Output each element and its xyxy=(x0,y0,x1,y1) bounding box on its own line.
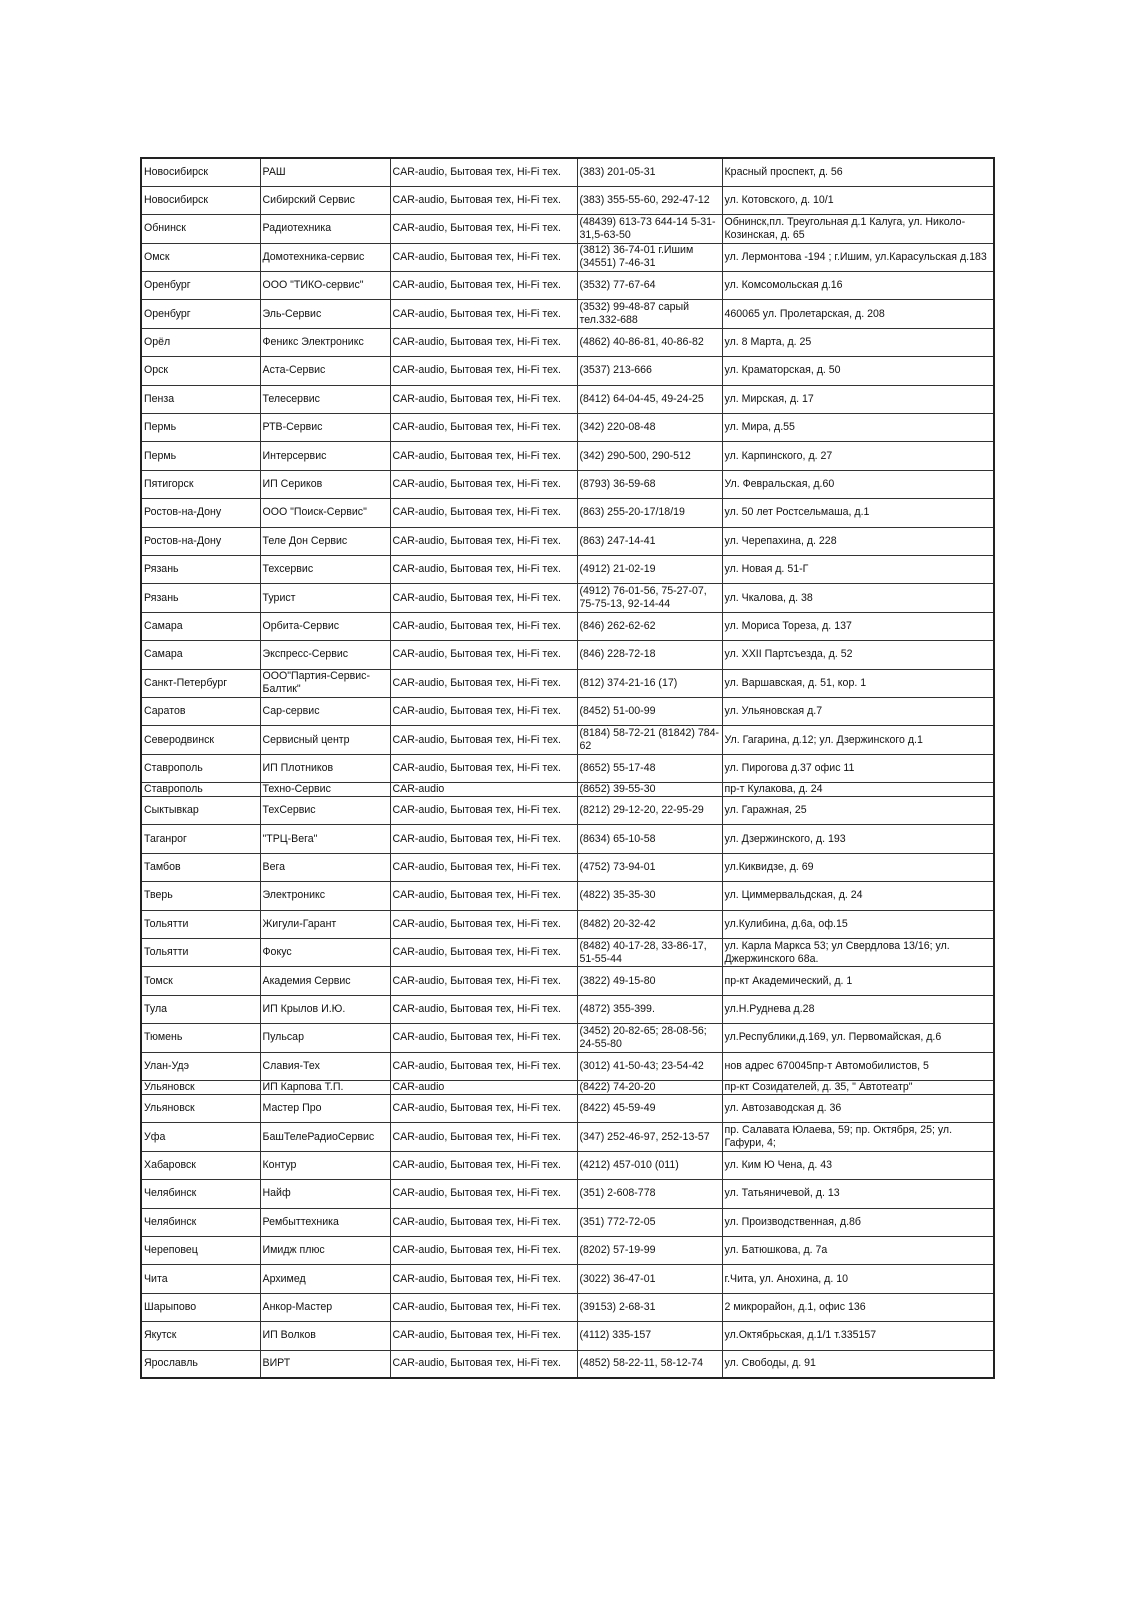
company-cell: Феникс Электроникс xyxy=(260,328,390,356)
phone-cell: (342) 290-500, 290-512 xyxy=(577,442,722,470)
city-cell: Хабаровск xyxy=(141,1151,260,1179)
service-type-cell: CAR-audio, Бытовая тех, Hi-Fi тех. xyxy=(390,1123,577,1151)
service-type-cell: CAR-audio, Бытовая тех, Hi-Fi тех. xyxy=(390,272,577,300)
service-type-cell: CAR-audio, Бытовая тех, Hi-Fi тех. xyxy=(390,797,577,825)
table-row xyxy=(141,882,994,910)
address-cell: ул. Ульяновская д.7 xyxy=(722,697,994,725)
company-cell: Фокус xyxy=(260,939,390,967)
company-cell: ООО "Поиск-Сервис" xyxy=(260,499,390,527)
table-row xyxy=(141,1081,994,1095)
company-cell: Контур xyxy=(260,1151,390,1179)
service-type-cell: CAR-audio, Бытовая тех, Hi-Fi тех. xyxy=(390,215,577,243)
table-row xyxy=(141,243,994,271)
city-cell: Рязань xyxy=(141,555,260,583)
company-cell: РАШ xyxy=(260,158,390,186)
service-type-cell: CAR-audio, Бытовая тех, Hi-Fi тех. xyxy=(390,825,577,853)
city-cell: Санкт-Петербург xyxy=(141,669,260,697)
service-type-cell: CAR-audio, Бытовая тех, Hi-Fi тех. xyxy=(390,1180,577,1208)
table-row xyxy=(141,967,994,995)
company-cell: Электроникс xyxy=(260,882,390,910)
service-type-cell: CAR-audio, Бытовая тех, Hi-Fi тех. xyxy=(390,1265,577,1293)
phone-cell: (39153) 2-68-31 xyxy=(577,1293,722,1321)
service-type-cell: CAR-audio, Бытовая тех, Hi-Fi тех. xyxy=(390,158,577,186)
table-row xyxy=(141,1350,994,1378)
company-cell: ООО"Партия-Сервис-Балтик" xyxy=(260,669,390,697)
phone-cell: (846) 262-62-62 xyxy=(577,612,722,640)
service-type-cell: CAR-audio, Бытовая тех, Hi-Fi тех. xyxy=(390,612,577,640)
table-row xyxy=(141,783,994,797)
address-cell: нов адрес 670045пр-т Автомобилистов, 5 xyxy=(722,1052,994,1080)
phone-cell: (3532) 99-48-87 сарый тел.332-688 xyxy=(577,300,722,328)
phone-cell: (4912) 76-01-56, 75-27-07, 75-75-13, 92-14-44 xyxy=(577,584,722,612)
company-cell: Техсервис xyxy=(260,555,390,583)
phone-cell: (4862) 40-86-81, 40-86-82 xyxy=(577,328,722,356)
address-cell: ул. XXII Партсъезда, д. 52 xyxy=(722,641,994,669)
company-cell: Анкор-Мастер xyxy=(260,1293,390,1321)
company-cell: ИП Волков xyxy=(260,1322,390,1350)
company-cell: Имидж плюс xyxy=(260,1236,390,1264)
table-row xyxy=(141,442,994,470)
company-cell: ИП Карпова Т.П. xyxy=(260,1081,390,1095)
city-cell: Новосибирск xyxy=(141,158,260,186)
phone-cell: (3012) 41-50-43; 23-54-42 xyxy=(577,1052,722,1080)
city-cell: Челябинск xyxy=(141,1180,260,1208)
city-cell: Пенза xyxy=(141,385,260,413)
address-cell: ул. Мориса Тореза, д. 137 xyxy=(722,612,994,640)
phone-cell: (8202) 57-19-99 xyxy=(577,1236,722,1264)
city-cell: Ульяновск xyxy=(141,1081,260,1095)
address-cell: ул. Автозаводская д. 36 xyxy=(722,1095,994,1123)
table-row xyxy=(141,995,994,1023)
address-cell: ул. Производственная, д.8б xyxy=(722,1208,994,1236)
phone-cell: (863) 247-14-41 xyxy=(577,527,722,555)
address-cell: Обнинск,пл. Треугольная д.1 Калуга, ул. Николо-Козинская, д. 65 xyxy=(722,215,994,243)
phone-cell: (812) 374-21-16 (17) xyxy=(577,669,722,697)
address-cell: ул. Мира, д.55 xyxy=(722,414,994,442)
service-type-cell: CAR-audio, Бытовая тех, Hi-Fi тех. xyxy=(390,584,577,612)
city-cell: Омск xyxy=(141,243,260,271)
city-cell: Рязань xyxy=(141,584,260,612)
table-row xyxy=(141,357,994,385)
city-cell: Ярославль xyxy=(141,1350,260,1378)
address-cell: ул. Свободы, д. 91 xyxy=(722,1350,994,1378)
phone-cell: (863) 255-20-17/18/19 xyxy=(577,499,722,527)
table-row xyxy=(141,414,994,442)
city-cell: Ростов-на-Дону xyxy=(141,527,260,555)
city-cell: Шарыпово xyxy=(141,1293,260,1321)
address-cell: ул.Кулибина, д.6а, оф.15 xyxy=(722,910,994,938)
company-cell: Экспресс-Сервис xyxy=(260,641,390,669)
address-cell: пр-т Кулакова, д. 24 xyxy=(722,783,994,797)
company-cell: ИП Крылов И.Ю. xyxy=(260,995,390,1023)
address-cell: ул. Батюшкова, д. 7а xyxy=(722,1236,994,1264)
company-cell: Найф xyxy=(260,1180,390,1208)
city-cell: Самара xyxy=(141,641,260,669)
service-type-cell: CAR-audio, Бытовая тех, Hi-Fi тех. xyxy=(390,357,577,385)
service-centers-table xyxy=(140,157,995,1379)
service-type-cell: CAR-audio, Бытовая тех, Hi-Fi тех. xyxy=(390,1052,577,1080)
phone-cell: (4912) 21-02-19 xyxy=(577,555,722,583)
table-row xyxy=(141,555,994,583)
address-cell: 460065 ул. Пролетарская, д. 208 xyxy=(722,300,994,328)
city-cell: Якутск xyxy=(141,1322,260,1350)
city-cell: Сыктывкар xyxy=(141,797,260,825)
city-cell: Северодвинск xyxy=(141,726,260,754)
city-cell: Тольятти xyxy=(141,939,260,967)
service-type-cell: CAR-audio, Бытовая тех, Hi-Fi тех. xyxy=(390,328,577,356)
city-cell: Тольятти xyxy=(141,910,260,938)
address-cell: ул.Н.Руднева д.28 xyxy=(722,995,994,1023)
table-row xyxy=(141,215,994,243)
table-row xyxy=(141,697,994,725)
company-cell: ТехСервис xyxy=(260,797,390,825)
company-cell: Аста-Сервис xyxy=(260,357,390,385)
company-cell: Архимед xyxy=(260,1265,390,1293)
service-type-cell: CAR-audio, Бытовая тех, Hi-Fi тех. xyxy=(390,853,577,881)
city-cell: Оренбург xyxy=(141,300,260,328)
address-cell: ул.Республики,д.169, ул. Первомайская, д.6 xyxy=(722,1024,994,1052)
table-row xyxy=(141,1208,994,1236)
company-cell: Пульсар xyxy=(260,1024,390,1052)
table-row xyxy=(141,1024,994,1052)
company-cell: Рембыттехника xyxy=(260,1208,390,1236)
table-row xyxy=(141,584,994,612)
service-type-cell: CAR-audio, Бытовая тех, Hi-Fi тех. xyxy=(390,555,577,583)
service-type-cell: CAR-audio, Бытовая тех, Hi-Fi тех. xyxy=(390,754,577,782)
phone-cell: (351) 2-608-778 xyxy=(577,1180,722,1208)
phone-cell: (4822) 35-35-30 xyxy=(577,882,722,910)
address-cell: Красный проспект, д. 56 xyxy=(722,158,994,186)
phone-cell: (383) 355-55-60, 292-47-12 xyxy=(577,186,722,214)
company-cell: "ТРЦ-Вега" xyxy=(260,825,390,853)
phone-cell: (347) 252-46-97, 252-13-57 xyxy=(577,1123,722,1151)
service-type-cell: CAR-audio, Бытовая тех, Hi-Fi тех. xyxy=(390,882,577,910)
phone-cell: (4852) 58-22-11, 58-12-74 xyxy=(577,1350,722,1378)
phone-cell: (3452) 20-82-65; 28-08-56; 24-55-80 xyxy=(577,1024,722,1052)
company-cell: Телесервис xyxy=(260,385,390,413)
address-cell: ул. Ким Ю Чена, д. 43 xyxy=(722,1151,994,1179)
city-cell: Тула xyxy=(141,995,260,1023)
city-cell: Череповец xyxy=(141,1236,260,1264)
table-row xyxy=(141,186,994,214)
company-cell: Турист xyxy=(260,584,390,612)
city-cell: Томск xyxy=(141,967,260,995)
city-cell: Уфа xyxy=(141,1123,260,1151)
address-cell: ул. Новая д. 51-Г xyxy=(722,555,994,583)
phone-cell: (8652) 55-17-48 xyxy=(577,754,722,782)
service-type-cell: CAR-audio, Бытовая тех, Hi-Fi тех. xyxy=(390,939,577,967)
phone-cell: (8482) 20-32-42 xyxy=(577,910,722,938)
city-cell: Оренбург xyxy=(141,272,260,300)
company-cell: ВИРТ xyxy=(260,1350,390,1378)
city-cell: Чита xyxy=(141,1265,260,1293)
address-cell: ул. 50 лет Ростсельмаша, д.1 xyxy=(722,499,994,527)
address-cell: ул. Котовского, д. 10/1 xyxy=(722,186,994,214)
phone-cell: (8184) 58-72-21 (81842) 784-62 xyxy=(577,726,722,754)
service-type-cell: CAR-audio, Бытовая тех, Hi-Fi тех. xyxy=(390,995,577,1023)
city-cell: Самара xyxy=(141,612,260,640)
company-cell: Жигули-Гарант xyxy=(260,910,390,938)
service-type-cell: CAR-audio, Бытовая тех, Hi-Fi тех. xyxy=(390,470,577,498)
address-cell: Ул. Февральская, д.60 xyxy=(722,470,994,498)
address-cell: ул. Карпинского, д. 27 xyxy=(722,442,994,470)
phone-cell: (383) 201-05-31 xyxy=(577,158,722,186)
address-cell: г.Чита, ул. Анохина, д. 10 xyxy=(722,1265,994,1293)
table-row xyxy=(141,669,994,697)
phone-cell: (342) 220-08-48 xyxy=(577,414,722,442)
city-cell: Тверь xyxy=(141,882,260,910)
phone-cell: (8634) 65-10-58 xyxy=(577,825,722,853)
service-type-cell: CAR-audio xyxy=(390,783,577,797)
table-row xyxy=(141,853,994,881)
table-row xyxy=(141,1095,994,1123)
company-cell: РТВ-Сервис xyxy=(260,414,390,442)
table-row xyxy=(141,470,994,498)
address-cell: ул. Татьяничевой, д. 13 xyxy=(722,1180,994,1208)
table-row xyxy=(141,612,994,640)
city-cell: Орёл xyxy=(141,328,260,356)
company-cell: Академия Сервис xyxy=(260,967,390,995)
company-cell: Эль-Сервис xyxy=(260,300,390,328)
service-type-cell: CAR-audio, Бытовая тех, Hi-Fi тех. xyxy=(390,442,577,470)
phone-cell: (8452) 51-00-99 xyxy=(577,697,722,725)
service-type-cell: CAR-audio, Бытовая тех, Hi-Fi тех. xyxy=(390,499,577,527)
address-cell: ул. Чкалова, д. 38 xyxy=(722,584,994,612)
phone-cell: (8482) 40-17-28, 33-86-17, 51-55-44 xyxy=(577,939,722,967)
service-centers-table-container xyxy=(140,157,993,1379)
city-cell: Пермь xyxy=(141,414,260,442)
city-cell: Ставрополь xyxy=(141,783,260,797)
phone-cell: (4752) 73-94-01 xyxy=(577,853,722,881)
service-type-cell: CAR-audio, Бытовая тех, Hi-Fi тех. xyxy=(390,726,577,754)
city-cell: Саратов xyxy=(141,697,260,725)
table-row xyxy=(141,1293,994,1321)
address-cell: ул. Варшавская, д. 51, кор. 1 xyxy=(722,669,994,697)
table-row xyxy=(141,910,994,938)
service-type-cell: CAR-audio, Бытовая тех, Hi-Fi тех. xyxy=(390,300,577,328)
address-cell: ул. Циммервальдская, д. 24 xyxy=(722,882,994,910)
city-cell: Орск xyxy=(141,357,260,385)
phone-cell: (8422) 74-20-20 xyxy=(577,1081,722,1095)
table-row xyxy=(141,641,994,669)
company-cell: Орбита-Сервис xyxy=(260,612,390,640)
table-row xyxy=(141,1180,994,1208)
table-row xyxy=(141,499,994,527)
company-cell: ИП Плотников xyxy=(260,754,390,782)
table-row xyxy=(141,1265,994,1293)
city-cell: Ульяновск xyxy=(141,1095,260,1123)
city-cell: Тюмень xyxy=(141,1024,260,1052)
service-type-cell: CAR-audio, Бытовая тех, Hi-Fi тех. xyxy=(390,1236,577,1264)
service-type-cell: CAR-audio, Бытовая тех, Hi-Fi тех. xyxy=(390,1151,577,1179)
phone-cell: (846) 228-72-18 xyxy=(577,641,722,669)
city-cell: Ростов-на-Дону xyxy=(141,499,260,527)
service-type-cell: CAR-audio, Бытовая тех, Hi-Fi тех. xyxy=(390,414,577,442)
city-cell: Ставрополь xyxy=(141,754,260,782)
table-row xyxy=(141,754,994,782)
company-cell: Радиотехника xyxy=(260,215,390,243)
table-row xyxy=(141,385,994,413)
city-cell: Таганрог xyxy=(141,825,260,853)
table-row xyxy=(141,1052,994,1080)
service-type-cell: CAR-audio, Бытовая тех, Hi-Fi тех. xyxy=(390,967,577,995)
address-cell: 2 микрорайон, д.1, офис 136 xyxy=(722,1293,994,1321)
table-row xyxy=(141,300,994,328)
service-type-cell: CAR-audio, Бытовая тех, Hi-Fi тех. xyxy=(390,641,577,669)
table-body xyxy=(141,158,994,1378)
company-cell: Сервисный центр xyxy=(260,726,390,754)
phone-cell: (4212) 457-010 (011) xyxy=(577,1151,722,1179)
city-cell: Тамбов xyxy=(141,853,260,881)
city-cell: Новосибирск xyxy=(141,186,260,214)
company-cell: Теле Дон Сервис xyxy=(260,527,390,555)
address-cell: ул. Краматорская, д. 50 xyxy=(722,357,994,385)
phone-cell: (48439) 613-73 644-14 5-31-31,5-63-50 xyxy=(577,215,722,243)
service-type-cell: CAR-audio, Бытовая тех, Hi-Fi тех. xyxy=(390,1350,577,1378)
phone-cell: (3537) 213-666 xyxy=(577,357,722,385)
company-cell: Славия-Тех xyxy=(260,1052,390,1080)
company-cell: Сибирский Сервис xyxy=(260,186,390,214)
city-cell: Челябинск xyxy=(141,1208,260,1236)
address-cell: ул. Гаражная, 25 xyxy=(722,797,994,825)
city-cell: Обнинск xyxy=(141,215,260,243)
table-row xyxy=(141,1236,994,1264)
address-cell: ул.Киквидзе, д. 69 xyxy=(722,853,994,881)
service-type-cell: CAR-audio, Бытовая тех, Hi-Fi тех. xyxy=(390,910,577,938)
service-type-cell: CAR-audio, Бытовая тех, Hi-Fi тех. xyxy=(390,1208,577,1236)
phone-cell: (3532) 77-67-64 xyxy=(577,272,722,300)
phone-cell: (3822) 49-15-80 xyxy=(577,967,722,995)
phone-cell: (8422) 45-59-49 xyxy=(577,1095,722,1123)
table-row xyxy=(141,158,994,186)
phone-cell: (8793) 36-59-68 xyxy=(577,470,722,498)
address-cell: пр-кт Созидателей, д. 35, " Автотеатр" xyxy=(722,1081,994,1095)
service-type-cell: CAR-audio, Бытовая тех, Hi-Fi тех. xyxy=(390,1024,577,1052)
service-type-cell: CAR-audio, Бытовая тех, Hi-Fi тех. xyxy=(390,385,577,413)
address-cell: ул. Карла Маркса 53; ул Свердлова 13/16; ул. Джержинского 68а. xyxy=(722,939,994,967)
phone-cell: (4872) 355-399. xyxy=(577,995,722,1023)
address-cell: ул. Дзержинского, д. 193 xyxy=(722,825,994,853)
table-row xyxy=(141,726,994,754)
address-cell: ул. Мирская, д. 17 xyxy=(722,385,994,413)
company-cell: БашТелеРадиоСервис xyxy=(260,1123,390,1151)
company-cell: Сар-сервис xyxy=(260,697,390,725)
table-row xyxy=(141,328,994,356)
company-cell: Интерсервис xyxy=(260,442,390,470)
table-row xyxy=(141,939,994,967)
phone-cell: (8212) 29-12-20, 22-95-29 xyxy=(577,797,722,825)
address-cell: ул. Комсомольская д.16 xyxy=(722,272,994,300)
service-type-cell: CAR-audio, Бытовая тех, Hi-Fi тех. xyxy=(390,669,577,697)
service-type-cell: CAR-audio, Бытовая тех, Hi-Fi тех. xyxy=(390,1322,577,1350)
address-cell: ул. Пирогова д.37 офис 11 xyxy=(722,754,994,782)
company-cell: ИП Сериков xyxy=(260,470,390,498)
company-cell: Техно-Сервис xyxy=(260,783,390,797)
address-cell: ул. 8 Марта, д. 25 xyxy=(722,328,994,356)
phone-cell: (3812) 36-74-01 г.Ишим (34551) 7-46-31 xyxy=(577,243,722,271)
service-type-cell: CAR-audio, Бытовая тех, Hi-Fi тех. xyxy=(390,1095,577,1123)
address-cell: ул. Лермонтова -194 ; г.Ишим, ул.Карасульская д.183 xyxy=(722,243,994,271)
company-cell: Домотехника-сервис xyxy=(260,243,390,271)
table-row xyxy=(141,1322,994,1350)
service-type-cell: CAR-audio xyxy=(390,1081,577,1095)
company-cell: Мастер Про xyxy=(260,1095,390,1123)
phone-cell: (4112) 335-157 xyxy=(577,1322,722,1350)
city-cell: Пятигорск xyxy=(141,470,260,498)
service-type-cell: CAR-audio, Бытовая тех, Hi-Fi тех. xyxy=(390,697,577,725)
table-row xyxy=(141,272,994,300)
city-cell: Пермь xyxy=(141,442,260,470)
address-cell: пр-кт Академический, д. 1 xyxy=(722,967,994,995)
service-type-cell: CAR-audio, Бытовая тех, Hi-Fi тех. xyxy=(390,1293,577,1321)
address-cell: ул. Черепахина, д. 228 xyxy=(722,527,994,555)
table-row xyxy=(141,825,994,853)
table-row xyxy=(141,1123,994,1151)
address-cell: Ул. Гагарина, д.12; ул. Дзержинского д.1 xyxy=(722,726,994,754)
phone-cell: (8412) 64-04-45, 49-24-25 xyxy=(577,385,722,413)
phone-cell: (3022) 36-47-01 xyxy=(577,1265,722,1293)
phone-cell: (8652) 39-55-30 xyxy=(577,783,722,797)
address-cell: ул.Октябрьская, д.1/1 т.335157 xyxy=(722,1322,994,1350)
table-row xyxy=(141,1151,994,1179)
city-cell: Улан-Удэ xyxy=(141,1052,260,1080)
company-cell: Вега xyxy=(260,853,390,881)
table-row xyxy=(141,527,994,555)
address-cell: пр. Салавата Юлаева, 59; пр. Октября, 25; ул. Гафури, 4; xyxy=(722,1123,994,1151)
phone-cell: (351) 772-72-05 xyxy=(577,1208,722,1236)
service-type-cell: CAR-audio, Бытовая тех, Hi-Fi тех. xyxy=(390,527,577,555)
company-cell: ООО "ТИКО-сервис" xyxy=(260,272,390,300)
service-type-cell: CAR-audio, Бытовая тех, Hi-Fi тех. xyxy=(390,186,577,214)
service-type-cell: CAR-audio, Бытовая тех, Hi-Fi тех. xyxy=(390,243,577,271)
table-row xyxy=(141,797,994,825)
